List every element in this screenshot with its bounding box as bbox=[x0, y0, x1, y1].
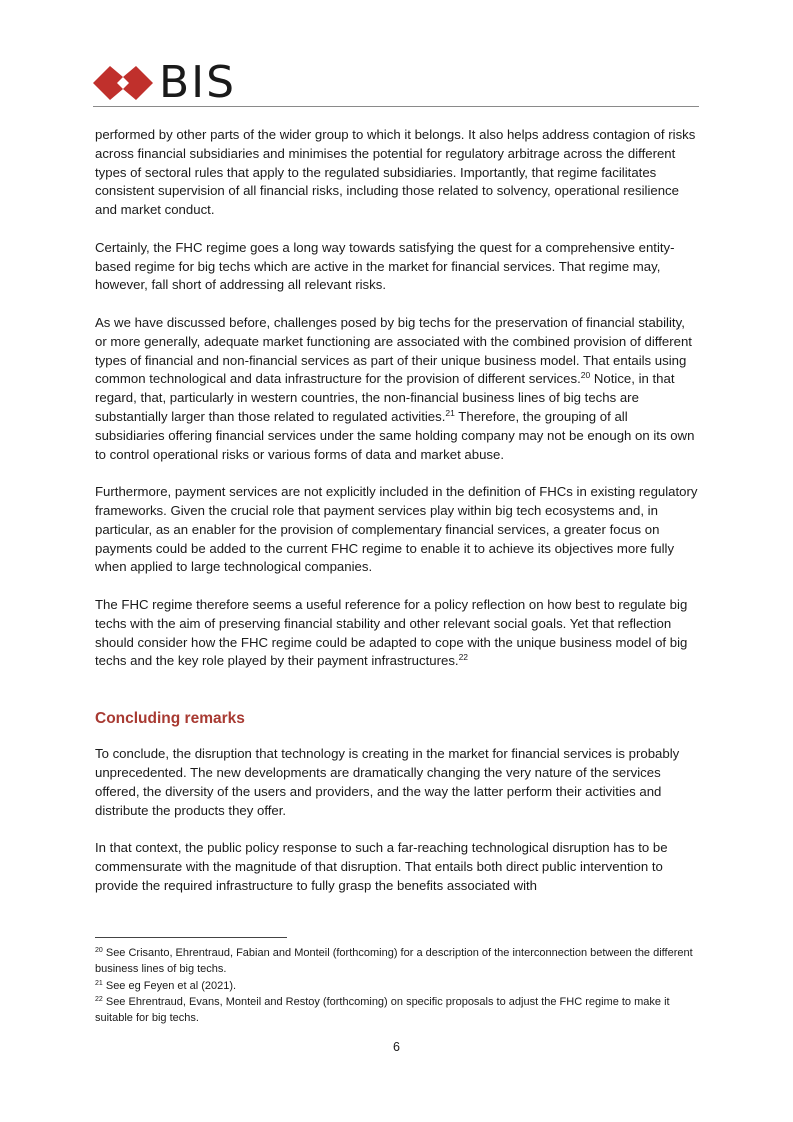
paragraph-5 bbox=[95, 596, 699, 671]
paragraph-5-text: The FHC regime therefore seems a useful reference for a policy reflection on how best to regulate big techs with the aim of preserving financial stability and other relevant social goals. Yet that reflection should consider how the FHC regime could be adapted to cope with the unique business model of big techs and the key role played by their payment infrastructures. bbox=[95, 596, 688, 669]
footnote-number: 20 bbox=[95, 947, 103, 954]
page-number: 6 bbox=[393, 1040, 400, 1054]
footnote-number: 21 bbox=[95, 979, 103, 987]
logo-text: BIS bbox=[159, 57, 237, 108]
main-content bbox=[95, 126, 699, 914]
footnote-ref-20[interactable]: 20 bbox=[580, 370, 591, 381]
footnote-22 bbox=[95, 994, 699, 1027]
footnote-divider bbox=[95, 937, 287, 938]
section-heading: Concluding remarks bbox=[95, 710, 245, 728]
paragraph-6: To conclude, the disruption that technology is creating in the market for financial services is probably unprecedented. The new developments are dramatically changing the very nature of the services offered, the diversity of the users and providers, and the way the latter perform their activities and distribute the products they offer. bbox=[95, 746, 680, 818]
footnote-21 bbox=[95, 978, 699, 994]
footnote-text: See eg Feyen et al (2021). bbox=[102, 979, 237, 992]
footnote-text: See Ehrentraud, Evans, Monteil and Restoy (forthcoming) on specific proposals to adjust the FHC regime to make it suitable for big techs. bbox=[95, 995, 670, 1025]
bis-logo-icon bbox=[93, 63, 153, 103]
paragraph-3-part-c: Therefore, the grouping of all subsidiaries offering financial services under the same holding company may not be enough on its own to control operational risks or various forms of data and market abuse. bbox=[95, 408, 695, 462]
paragraph-4: Furthermore, payment services are not explicitly included in the definition of FHCs in existing regulatory frameworks. Given the crucial role that payment services play within big tech ecosystems and, in particular, as an enabler for the provision of complementary financial services, a greater focus on payments could be added to the current FHC regime to enable it to achieve its objectives more fully when applied to large technological companies. bbox=[95, 484, 698, 575]
paragraph-3-part-b: Notice, in that regard, that, particularly in western countries, the non-financial business lines of big techs are substantially larger than those related to regulated activities. bbox=[95, 371, 675, 424]
paragraph-1: performed by other parts of the wider group to which it belongs. It also helps address contagion of risks across financial subsidiaries and minimises the potential for regulatory arbitrage across the different types of sectoral rules that apply to the regulated subsidiaries. Importantly, that regime facilitates consistent supervision of all financial risks, including those related to solvency, operational resilience and market conduct. bbox=[95, 127, 696, 218]
header-divider bbox=[93, 106, 699, 107]
footnotes bbox=[95, 945, 699, 1026]
footnote-ref-21[interactable]: 21 bbox=[445, 407, 455, 418]
footnote-number: 22 bbox=[95, 995, 103, 1003]
bis-logo bbox=[93, 57, 237, 108]
paragraph-2: Certainly, the FHC regime goes a long way towards satisfying the quest for a comprehensive entity-based regime for big techs which are active in the market for financial services. That regime may, however, fall short of addressing all relevant risks. bbox=[95, 239, 675, 293]
paragraph-3-part-a: As we have discussed before, challenges posed by big techs for the preservation of financial stability, or more generally, adequate market functioning are associated with the combined provision of different types of financial and non-financial services as part of their unique business model. That entails using common technological and data infrastructure for the provision of different services. bbox=[95, 314, 692, 387]
footnote-20 bbox=[95, 945, 699, 978]
footnote-ref-22[interactable]: 22 bbox=[458, 652, 469, 663]
paragraph-7: In that context, the public policy response to such a far-reaching technological disruption has to be commensurate with the magnitude of that disruption. That entails both direct public intervention to provide the required infrastructure to fully grasp the benefits associated with bbox=[95, 840, 668, 893]
paragraph-3 bbox=[95, 314, 699, 464]
footnote-text: See Crisanto, Ehrentraud, Fabian and Monteil (forthcoming) for a description of the interconnection between the different business lines of big techs. bbox=[95, 947, 693, 976]
